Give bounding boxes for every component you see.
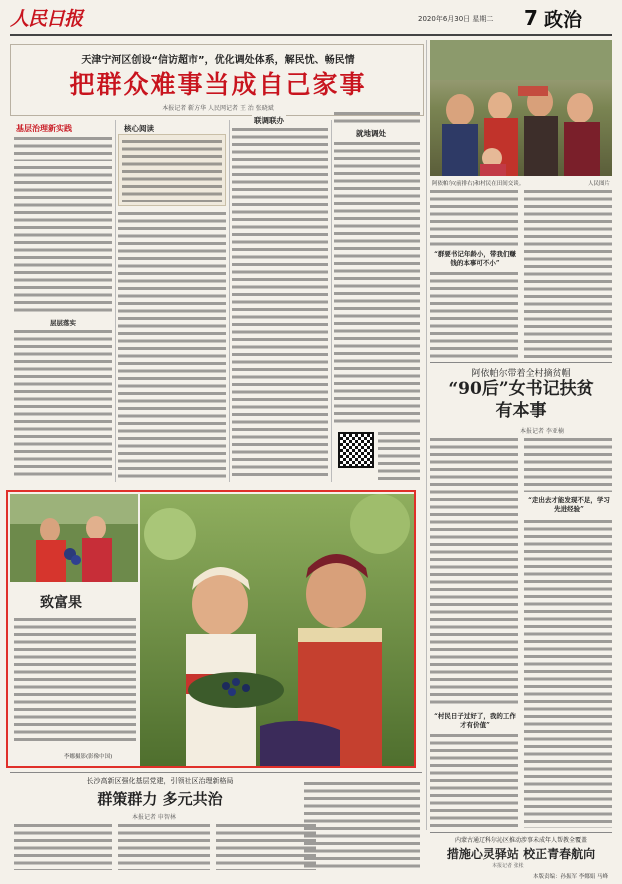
feature-photo-large bbox=[140, 494, 414, 766]
article-column bbox=[430, 734, 518, 828]
pull-quote: “群要书记年龄小，带我们赚钱的本事可不小” bbox=[432, 250, 518, 268]
column-divider bbox=[115, 120, 116, 482]
section-name: 政治 bbox=[544, 9, 583, 31]
village-photo bbox=[430, 40, 612, 176]
article-column bbox=[334, 112, 420, 126]
article-column bbox=[524, 190, 612, 358]
masthead bbox=[0, 0, 622, 34]
newspaper-logo: 人民日报 bbox=[10, 8, 83, 30]
village-story-byline: 本报记者 李亚楠 bbox=[520, 428, 564, 435]
column-divider bbox=[331, 120, 332, 482]
subheading: 层层落实 bbox=[30, 318, 96, 327]
bottom-left-headline: 群策群力 多元共治 bbox=[97, 790, 223, 808]
top-story-headline: 把群众难事当成自己家事 bbox=[69, 70, 367, 99]
article-column bbox=[334, 142, 420, 426]
article-column bbox=[430, 272, 518, 358]
masthead-rule bbox=[10, 34, 612, 36]
section-rule bbox=[430, 832, 612, 833]
article-column bbox=[14, 824, 112, 870]
page-number: 7 bbox=[524, 6, 538, 30]
article-column bbox=[14, 330, 112, 480]
article-column bbox=[430, 190, 518, 248]
top-story-kicker: 天津宁河区创设“信访超市”，优化调处体系，解民忧、畅民情 bbox=[81, 55, 355, 66]
article-column bbox=[14, 137, 112, 161]
article-column bbox=[118, 824, 210, 870]
bottom-right-headline: 措施心灵驿站 校正青春航向 bbox=[446, 847, 596, 861]
village-story-headline: “90后”女书记扶贫有本事 bbox=[448, 379, 594, 421]
village-story-kicker: 阿依帕尔带着全村摘贫帽 bbox=[471, 369, 571, 379]
article-column bbox=[122, 140, 222, 202]
subheading: 联调联办 bbox=[254, 116, 284, 125]
page-editors: 本版责编：孙振军 李娜娟 马峰 bbox=[533, 874, 608, 880]
core-reading-label: 核心阅读 bbox=[124, 124, 154, 133]
article-column bbox=[216, 824, 316, 870]
column-divider bbox=[426, 40, 427, 830]
issue-date: 2020年6月30日 星期二 bbox=[418, 15, 494, 23]
article-column bbox=[524, 520, 612, 828]
article-column bbox=[14, 166, 112, 316]
top-story-byline: 本报记者 靳方华 人民网记者 王 治 张晓斌 bbox=[162, 105, 274, 112]
pull-quote: “走出去才能发现不足，学习先进经验” bbox=[526, 496, 612, 514]
feature-title: 致富果 bbox=[40, 595, 82, 611]
article-column bbox=[232, 128, 328, 480]
feature-photo-small bbox=[10, 494, 138, 582]
article-column bbox=[378, 432, 420, 480]
article-column bbox=[304, 782, 420, 870]
bottom-right-kicker: 内蒙古通辽科尔沁区推动涉事未成年人帮教全覆盖 bbox=[454, 837, 587, 844]
pull-quote: “村民日子过好了，我的工作才有价值” bbox=[432, 712, 518, 730]
bottom-left-byline: 本报记者 申智林 bbox=[132, 814, 176, 821]
article-column bbox=[430, 438, 518, 708]
section-subhead: 基层治理新实践 bbox=[16, 124, 72, 133]
qr-code-icon bbox=[338, 432, 374, 468]
photo-caption: 阿依帕尔(前排右)和村民在田间交谈。 bbox=[432, 181, 525, 187]
photo-credit: 人民图片 bbox=[588, 181, 611, 187]
subheading: 就地调处 bbox=[356, 129, 386, 138]
feature-caption-text bbox=[14, 618, 136, 742]
top-story-header bbox=[10, 44, 424, 116]
bottom-right-byline: 本报记者 张枨 bbox=[492, 863, 524, 869]
feature-credit: 李娜摄影(影像中国) bbox=[64, 754, 113, 760]
article-column bbox=[524, 438, 612, 492]
section-rule bbox=[10, 772, 422, 773]
article-column bbox=[118, 212, 226, 480]
section-rule bbox=[430, 362, 612, 363]
column-divider bbox=[229, 120, 230, 482]
bottom-left-kicker: 长沙高新区强化基层党建，引领社区治理新格局 bbox=[86, 777, 234, 785]
